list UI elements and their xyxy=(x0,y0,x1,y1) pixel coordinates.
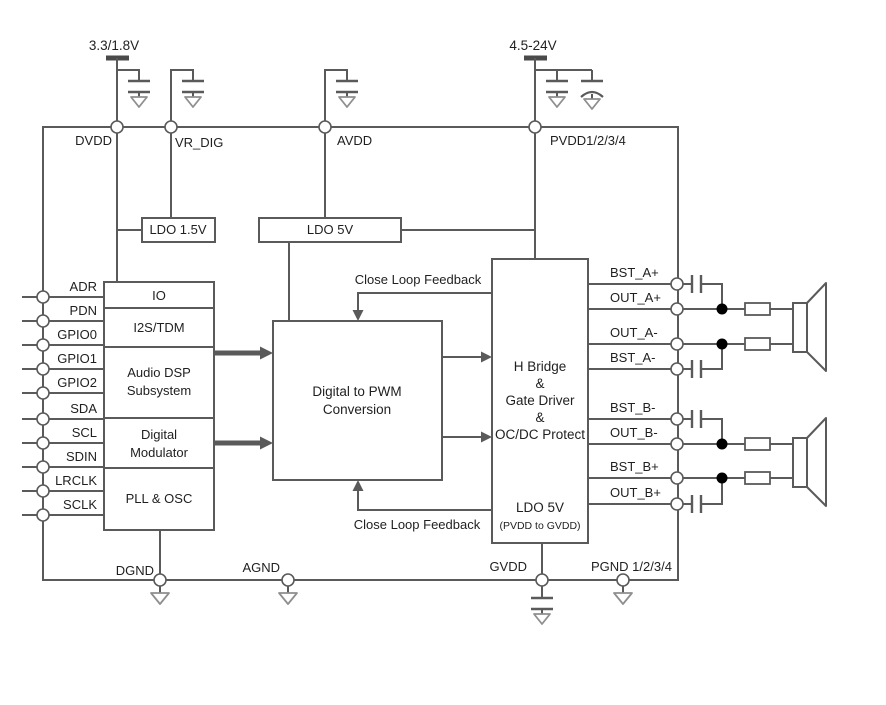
pin-circle-out-b-plus xyxy=(671,498,683,510)
supply-3v3-label: 3.3/1.8V xyxy=(88,38,140,53)
pin-label-gpio0: GPIO0 xyxy=(57,327,97,342)
junction-out-a-minus xyxy=(717,339,728,350)
pin-circle-scl xyxy=(37,437,49,449)
speaker-a-horn xyxy=(807,283,826,371)
avdd-decoupling-cap-ground-icon xyxy=(339,97,355,107)
agnd-ground-symbol xyxy=(279,593,297,604)
dvdd-cap-branch xyxy=(117,70,139,81)
hbridge-label-2: & xyxy=(535,376,545,391)
pvdd-decoupling-cap-ground-icon xyxy=(549,97,565,107)
pin-circle-dgnd xyxy=(154,574,166,586)
pin-circle-lrclk xyxy=(37,485,49,497)
resistor-b2 xyxy=(745,472,770,484)
pin-label-agnd: AGND xyxy=(242,560,280,575)
block-label-mod-2: Modulator xyxy=(130,445,188,460)
dgnd-ground-symbol xyxy=(151,593,169,604)
pin-circle-bst-b-plus xyxy=(671,472,683,484)
pin-circle-adr xyxy=(37,291,49,303)
vrdig-decoupling-cap-ground-icon xyxy=(185,97,201,107)
pin-circle-sda xyxy=(37,413,49,425)
resistor-a2 xyxy=(745,338,770,350)
pin-circle-bst-a-plus xyxy=(671,278,683,290)
pin-label-gpio2: GPIO2 xyxy=(57,375,97,390)
pin-label-bst-a-plus: BST_A+ xyxy=(610,265,659,280)
pin-circle-out-a-minus xyxy=(671,338,683,350)
pin-label-bst-b-minus: BST_B- xyxy=(610,400,656,415)
pin-circle-out-b-minus xyxy=(671,438,683,450)
junction-out-b-minus xyxy=(717,439,728,450)
pin-label-dgnd: DGND xyxy=(115,563,154,578)
pin-circle-sdin xyxy=(37,461,49,473)
hbridge-ldo-label: LDO 5V xyxy=(515,500,565,515)
ldo-5v-label: LDO 5V xyxy=(306,222,354,237)
block-label-dsp-1: Audio DSP xyxy=(127,365,191,380)
pin-circle-pvdd xyxy=(529,121,541,133)
pin-circle-gpio2 xyxy=(37,387,49,399)
hbridge-label-1: H Bridge xyxy=(513,359,567,374)
pin-circle-pdn xyxy=(37,315,49,327)
block-label-i2s: I2S/TDM xyxy=(133,320,185,335)
pin-label-pdn: PDN xyxy=(69,303,97,318)
pin-label-vrdig: VR_DIG xyxy=(175,135,224,150)
pin-circle-sclk xyxy=(37,509,49,521)
pin-label-sdin: SDIN xyxy=(65,449,97,464)
speaker-b-horn xyxy=(807,418,826,506)
pin-circle-agnd xyxy=(282,574,294,586)
resistor-a1 xyxy=(745,303,770,315)
hbridge-label-4: & xyxy=(535,410,545,425)
pgnd-ground-symbol xyxy=(614,593,632,604)
pin-circle-gpio1 xyxy=(37,363,49,375)
pin-label-bst-a-minus: BST_A- xyxy=(610,350,656,365)
block-label-io: IO xyxy=(152,288,166,303)
pin-circle-pgnd xyxy=(617,574,629,586)
dvdd-decoupling-cap-ground-icon xyxy=(131,97,147,107)
gvdd-decoupling-cap-ground-icon xyxy=(534,614,550,624)
pin-label-out-b-plus: OUT_B+ xyxy=(610,485,661,500)
pin-label-out-a-plus: OUT_A+ xyxy=(610,290,661,305)
speaker-b-body xyxy=(793,438,807,487)
pin-label-sda: SDA xyxy=(70,401,97,416)
junction-out-a-plus xyxy=(717,304,728,315)
pin-label-pvdd: PVDD1/2/3/4 xyxy=(550,133,626,148)
pin-label-pgnd: PGND 1/2/3/4 xyxy=(591,559,672,574)
hbridge-label-3: Gate Driver xyxy=(505,393,575,408)
pin-label-out-b-minus: OUT_B- xyxy=(610,425,658,440)
pin-circle-out-a-plus xyxy=(671,303,683,315)
feedback-bottom-label: Close Loop Feedback xyxy=(353,517,481,532)
resistor-b1 xyxy=(745,438,770,450)
pin-label-adr: ADR xyxy=(69,279,97,294)
pin-label-lrclk: LRCLK xyxy=(55,473,97,488)
block-label-mod-1: Digital xyxy=(140,427,178,442)
block-label-dsp-2: Subsystem xyxy=(126,383,192,398)
pvdd-bulk-cap-ground-icon xyxy=(584,99,600,109)
pin-circle-gpio0 xyxy=(37,339,49,351)
pwm-label-1: Digital to PWM xyxy=(312,384,402,399)
block-label-pll: PLL & OSC xyxy=(125,491,193,506)
pin-label-avdd: AVDD xyxy=(337,133,373,148)
junction-b-plus xyxy=(717,473,728,484)
hbridge-ldo-sub-label: (PVDD to GVDD) xyxy=(499,520,581,532)
ldo-1v5-label: LDO 1.5V xyxy=(149,222,207,237)
pin-circle-bst-a-minus xyxy=(671,363,683,375)
pwm-box xyxy=(273,321,442,480)
pin-label-out-a-minus: OUT_A- xyxy=(610,325,658,340)
pwm-label-2: Conversion xyxy=(322,402,392,417)
feedback-top-label: Close Loop Feedback xyxy=(354,272,482,287)
supply-pvdd-label: 4.5-24V xyxy=(509,38,557,53)
pin-circle-dvdd xyxy=(111,121,123,133)
speaker-a-body xyxy=(793,303,807,352)
pin-label-bst-b-plus: BST_B+ xyxy=(610,459,659,474)
pin-label-sclk: SCLK xyxy=(63,497,97,512)
pin-label-gpio1: GPIO1 xyxy=(57,351,97,366)
hbridge-label-5: OC/DC Protect xyxy=(494,427,586,442)
pin-circle-avdd xyxy=(319,121,331,133)
pin-label-gvdd: GVDD xyxy=(489,559,527,574)
pin-circle-bst-b-minus xyxy=(671,413,683,425)
pin-label-dvdd: DVDD xyxy=(75,133,112,148)
pin-label-scl: SCL xyxy=(71,425,97,440)
pin-circle-vrdig xyxy=(165,121,177,133)
pin-circle-gvdd xyxy=(536,574,548,586)
